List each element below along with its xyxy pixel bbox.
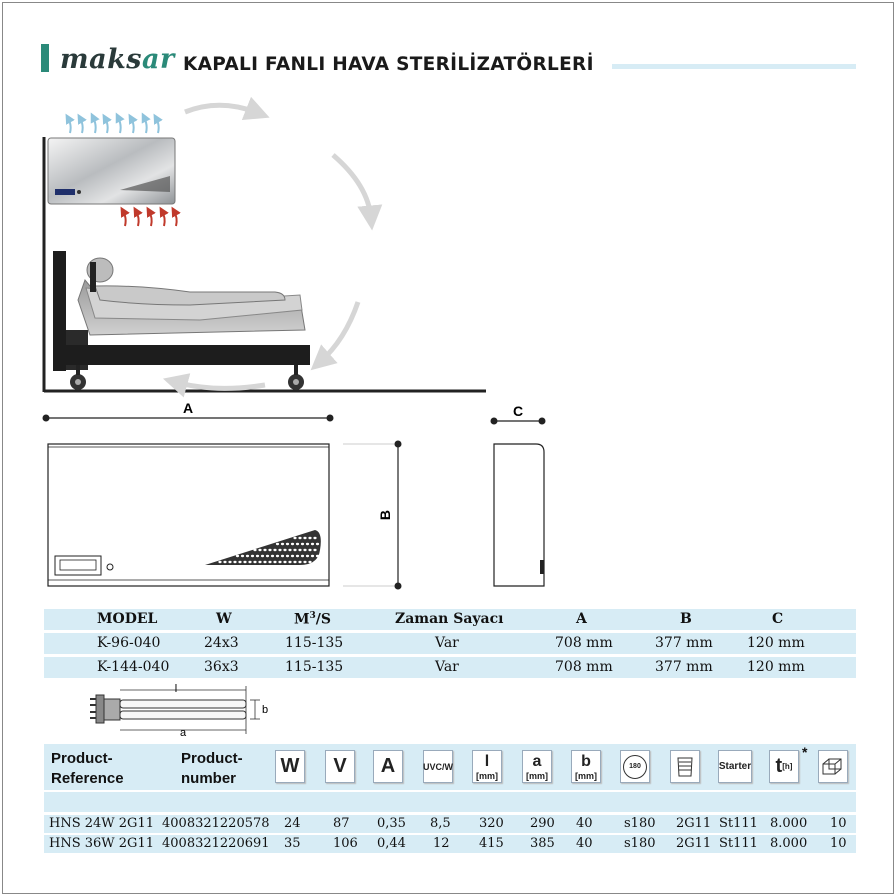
row-a: 708 mm bbox=[555, 635, 613, 651]
grill-hole bbox=[293, 561, 296, 563]
dimension-b-label: B bbox=[377, 509, 393, 521]
row-a2: 290 bbox=[530, 816, 555, 831]
dimension-c-label: C bbox=[512, 403, 524, 419]
length-icon-unit: [mm] bbox=[476, 770, 498, 781]
header-w: W bbox=[216, 611, 232, 627]
lamp-a-label: a bbox=[179, 727, 187, 739]
row-pack: 10 bbox=[830, 836, 847, 851]
row-v: 106 bbox=[333, 836, 358, 851]
brand-name-main: maks bbox=[60, 44, 142, 75]
width-b-icon-label: b bbox=[581, 752, 591, 770]
row-reference: HNS 36W 2G11 bbox=[49, 836, 154, 851]
grill-hole bbox=[218, 561, 221, 563]
grill-hole bbox=[303, 549, 306, 551]
row-a: 708 mm bbox=[555, 659, 613, 675]
grill-hole bbox=[251, 555, 254, 557]
grill-hole bbox=[306, 543, 309, 545]
grill-hole bbox=[258, 561, 261, 563]
grill-hole bbox=[278, 561, 281, 563]
grill-hole bbox=[253, 561, 256, 563]
socket-icon-graphic bbox=[676, 756, 694, 778]
volt-icon-label: V bbox=[333, 755, 347, 777]
grill-hole bbox=[298, 549, 301, 551]
grill-hole bbox=[283, 561, 286, 563]
grill-hole bbox=[278, 549, 281, 551]
grill-hole bbox=[238, 561, 241, 563]
table-row bbox=[44, 657, 856, 678]
volt-icon bbox=[325, 750, 355, 783]
grill-hole bbox=[293, 549, 296, 551]
grill-hole bbox=[271, 555, 274, 557]
grill-hole bbox=[301, 543, 304, 545]
grill-hole bbox=[288, 549, 291, 551]
grill-hole bbox=[291, 543, 294, 545]
row-number: 4008321220578 bbox=[162, 816, 270, 831]
starter-icon-label: Starter bbox=[718, 760, 752, 772]
package-icon bbox=[818, 750, 848, 783]
grill-hole bbox=[308, 561, 311, 563]
grill-hole bbox=[298, 561, 301, 563]
grill-hole bbox=[268, 549, 271, 551]
grill-hole bbox=[281, 555, 284, 557]
row-uvc: 12 bbox=[433, 836, 450, 851]
grill-hole bbox=[303, 537, 306, 539]
header-a: A bbox=[576, 611, 587, 627]
lamp-base-icon-label: 180 bbox=[629, 762, 641, 770]
row-w: 24x3 bbox=[204, 635, 239, 651]
dirty-air-icon bbox=[123, 211, 177, 226]
row-m3s: 115-135 bbox=[285, 659, 344, 675]
row-base: s180 bbox=[624, 816, 656, 831]
lifetime-icon-label: t bbox=[775, 755, 783, 777]
header-b: B bbox=[680, 611, 692, 627]
row-c: 120 mm bbox=[747, 635, 805, 651]
grill-hole bbox=[293, 537, 296, 539]
starter-icon bbox=[718, 750, 752, 783]
grill-hole bbox=[286, 555, 289, 557]
distance-a-icon-unit: [mm] bbox=[526, 770, 548, 781]
header-product-number-text: Product- number bbox=[181, 750, 243, 787]
row-life: 8.000 bbox=[770, 816, 808, 831]
header-timer: Zaman Sayacı bbox=[395, 611, 504, 627]
grill-hole bbox=[296, 543, 299, 545]
grill-hole bbox=[311, 555, 314, 557]
grill-hole bbox=[273, 561, 276, 563]
product-table-spacer bbox=[44, 792, 856, 812]
header-m3s: $M^3/S$ bbox=[294, 611, 331, 628]
grill-hole bbox=[296, 555, 299, 557]
grill-hole bbox=[308, 549, 311, 551]
grill-hole bbox=[263, 549, 266, 551]
grill-hole bbox=[303, 561, 306, 563]
row-starter: St111 bbox=[719, 816, 758, 831]
grill-hole bbox=[286, 543, 289, 545]
wall-sterilizer-unit bbox=[48, 138, 175, 204]
socket-icon bbox=[670, 750, 700, 783]
table-row bbox=[44, 815, 856, 833]
header-product-number bbox=[181, 749, 243, 789]
row-model: K-96-040 bbox=[97, 635, 161, 651]
grill-hole bbox=[281, 543, 284, 545]
row-m3s: 115-135 bbox=[285, 635, 344, 651]
table-row bbox=[44, 633, 856, 654]
row-a: 0,44 bbox=[377, 836, 406, 851]
grill-hole bbox=[246, 555, 249, 557]
page-title: KAPALI FANLI HAVA STERİLİZATÖRLERİ bbox=[183, 54, 594, 75]
model-table-header bbox=[44, 609, 856, 630]
grill-hole bbox=[223, 561, 226, 563]
grill-hole bbox=[298, 537, 301, 539]
side-view-drawing bbox=[494, 444, 544, 586]
row-w: 24 bbox=[284, 816, 301, 831]
grill-hole bbox=[313, 561, 316, 563]
grill-hole bbox=[288, 561, 291, 563]
lamp-l-label: l bbox=[174, 683, 178, 695]
row-number: 4008321220691 bbox=[162, 836, 270, 851]
row-c: 120 mm bbox=[747, 659, 805, 675]
width-b-icon-unit: [mm] bbox=[575, 770, 597, 781]
grill-hole bbox=[228, 561, 231, 563]
grill-hole bbox=[311, 543, 314, 545]
grill-hole bbox=[233, 561, 236, 563]
row-b: 40 bbox=[576, 816, 593, 831]
grill-hole bbox=[291, 555, 294, 557]
grill-hole bbox=[301, 555, 304, 557]
length-icon-label: l bbox=[484, 752, 490, 770]
lifetime-icon bbox=[769, 750, 799, 783]
lifetime-icon-unit: [h] bbox=[782, 761, 793, 771]
grill-hole bbox=[261, 555, 264, 557]
header-product-reference bbox=[51, 749, 124, 789]
row-socket: 2G11 bbox=[676, 816, 712, 831]
grill-hole bbox=[243, 561, 246, 563]
header-model: MODEL bbox=[97, 611, 158, 627]
row-life: 8.000 bbox=[770, 836, 808, 851]
lamp-base-icon-circle bbox=[623, 755, 647, 779]
distance-a-icon-label: a bbox=[532, 752, 542, 770]
grill-hole bbox=[248, 561, 251, 563]
row-pack: 10 bbox=[830, 816, 847, 831]
grill-hole bbox=[283, 549, 286, 551]
grill-hole bbox=[241, 555, 244, 557]
ampere-icon bbox=[373, 750, 403, 783]
table-row bbox=[44, 835, 856, 853]
row-w: 35 bbox=[284, 836, 301, 851]
row-l: 415 bbox=[479, 836, 504, 851]
length-icon bbox=[472, 750, 502, 783]
grill-hole bbox=[266, 555, 269, 557]
row-a2: 385 bbox=[530, 836, 555, 851]
row-base: s180 bbox=[624, 836, 656, 851]
row-socket: 2G11 bbox=[676, 836, 712, 851]
row-starter: St111 bbox=[719, 836, 758, 851]
grill-hole bbox=[253, 549, 256, 551]
row-l: 320 bbox=[479, 816, 504, 831]
grill-hole bbox=[273, 549, 276, 551]
row-model: K-144-040 bbox=[97, 659, 170, 675]
uvc-output-icon bbox=[423, 750, 453, 783]
row-timer: Var bbox=[435, 659, 459, 675]
grill-hole bbox=[276, 555, 279, 557]
distance-a-icon bbox=[522, 750, 552, 783]
grill-hole bbox=[236, 555, 239, 557]
brand-name-accent: ar bbox=[141, 44, 175, 75]
grill-hole bbox=[316, 555, 319, 557]
grill-hole bbox=[306, 555, 309, 557]
lamp-base-icon bbox=[620, 750, 650, 783]
grill-hole bbox=[268, 561, 271, 563]
package-icon-graphic bbox=[821, 756, 845, 778]
grill-hole bbox=[256, 555, 259, 557]
uvc-output-icon-label: UVC/W bbox=[423, 761, 453, 772]
watt-icon bbox=[275, 750, 305, 783]
width-b-icon bbox=[571, 750, 601, 783]
row-b: 40 bbox=[576, 836, 593, 851]
header-c: C bbox=[772, 611, 784, 627]
watt-icon-label: W bbox=[280, 755, 300, 777]
grill-hole bbox=[308, 537, 311, 539]
row-b: 377 mm bbox=[655, 659, 713, 675]
ampere-icon-label: A bbox=[380, 755, 396, 777]
clean-air-icon bbox=[68, 117, 159, 133]
grill-hole bbox=[313, 549, 316, 551]
row-reference: HNS 24W 2G11 bbox=[49, 816, 154, 831]
hospital-bed-illustration bbox=[53, 251, 310, 390]
row-timer: Var bbox=[435, 635, 459, 651]
dimension-a-label: A bbox=[182, 400, 194, 416]
row-w: 36x3 bbox=[204, 659, 239, 675]
lifetime-asterisk: * bbox=[802, 744, 808, 760]
grill-hole bbox=[316, 543, 319, 545]
front-view-drawing bbox=[48, 444, 329, 586]
header-product-reference-text: Product- Reference bbox=[51, 750, 124, 787]
row-b: 377 mm bbox=[655, 635, 713, 651]
grill-hole bbox=[263, 561, 266, 563]
grill-hole bbox=[258, 549, 261, 551]
grill-hole bbox=[276, 543, 279, 545]
row-uvc: 8,5 bbox=[430, 816, 451, 831]
row-a: 0,35 bbox=[377, 816, 406, 831]
lamp-b-label: b bbox=[262, 704, 269, 716]
row-v: 87 bbox=[333, 816, 350, 831]
grill-hole bbox=[313, 537, 316, 539]
